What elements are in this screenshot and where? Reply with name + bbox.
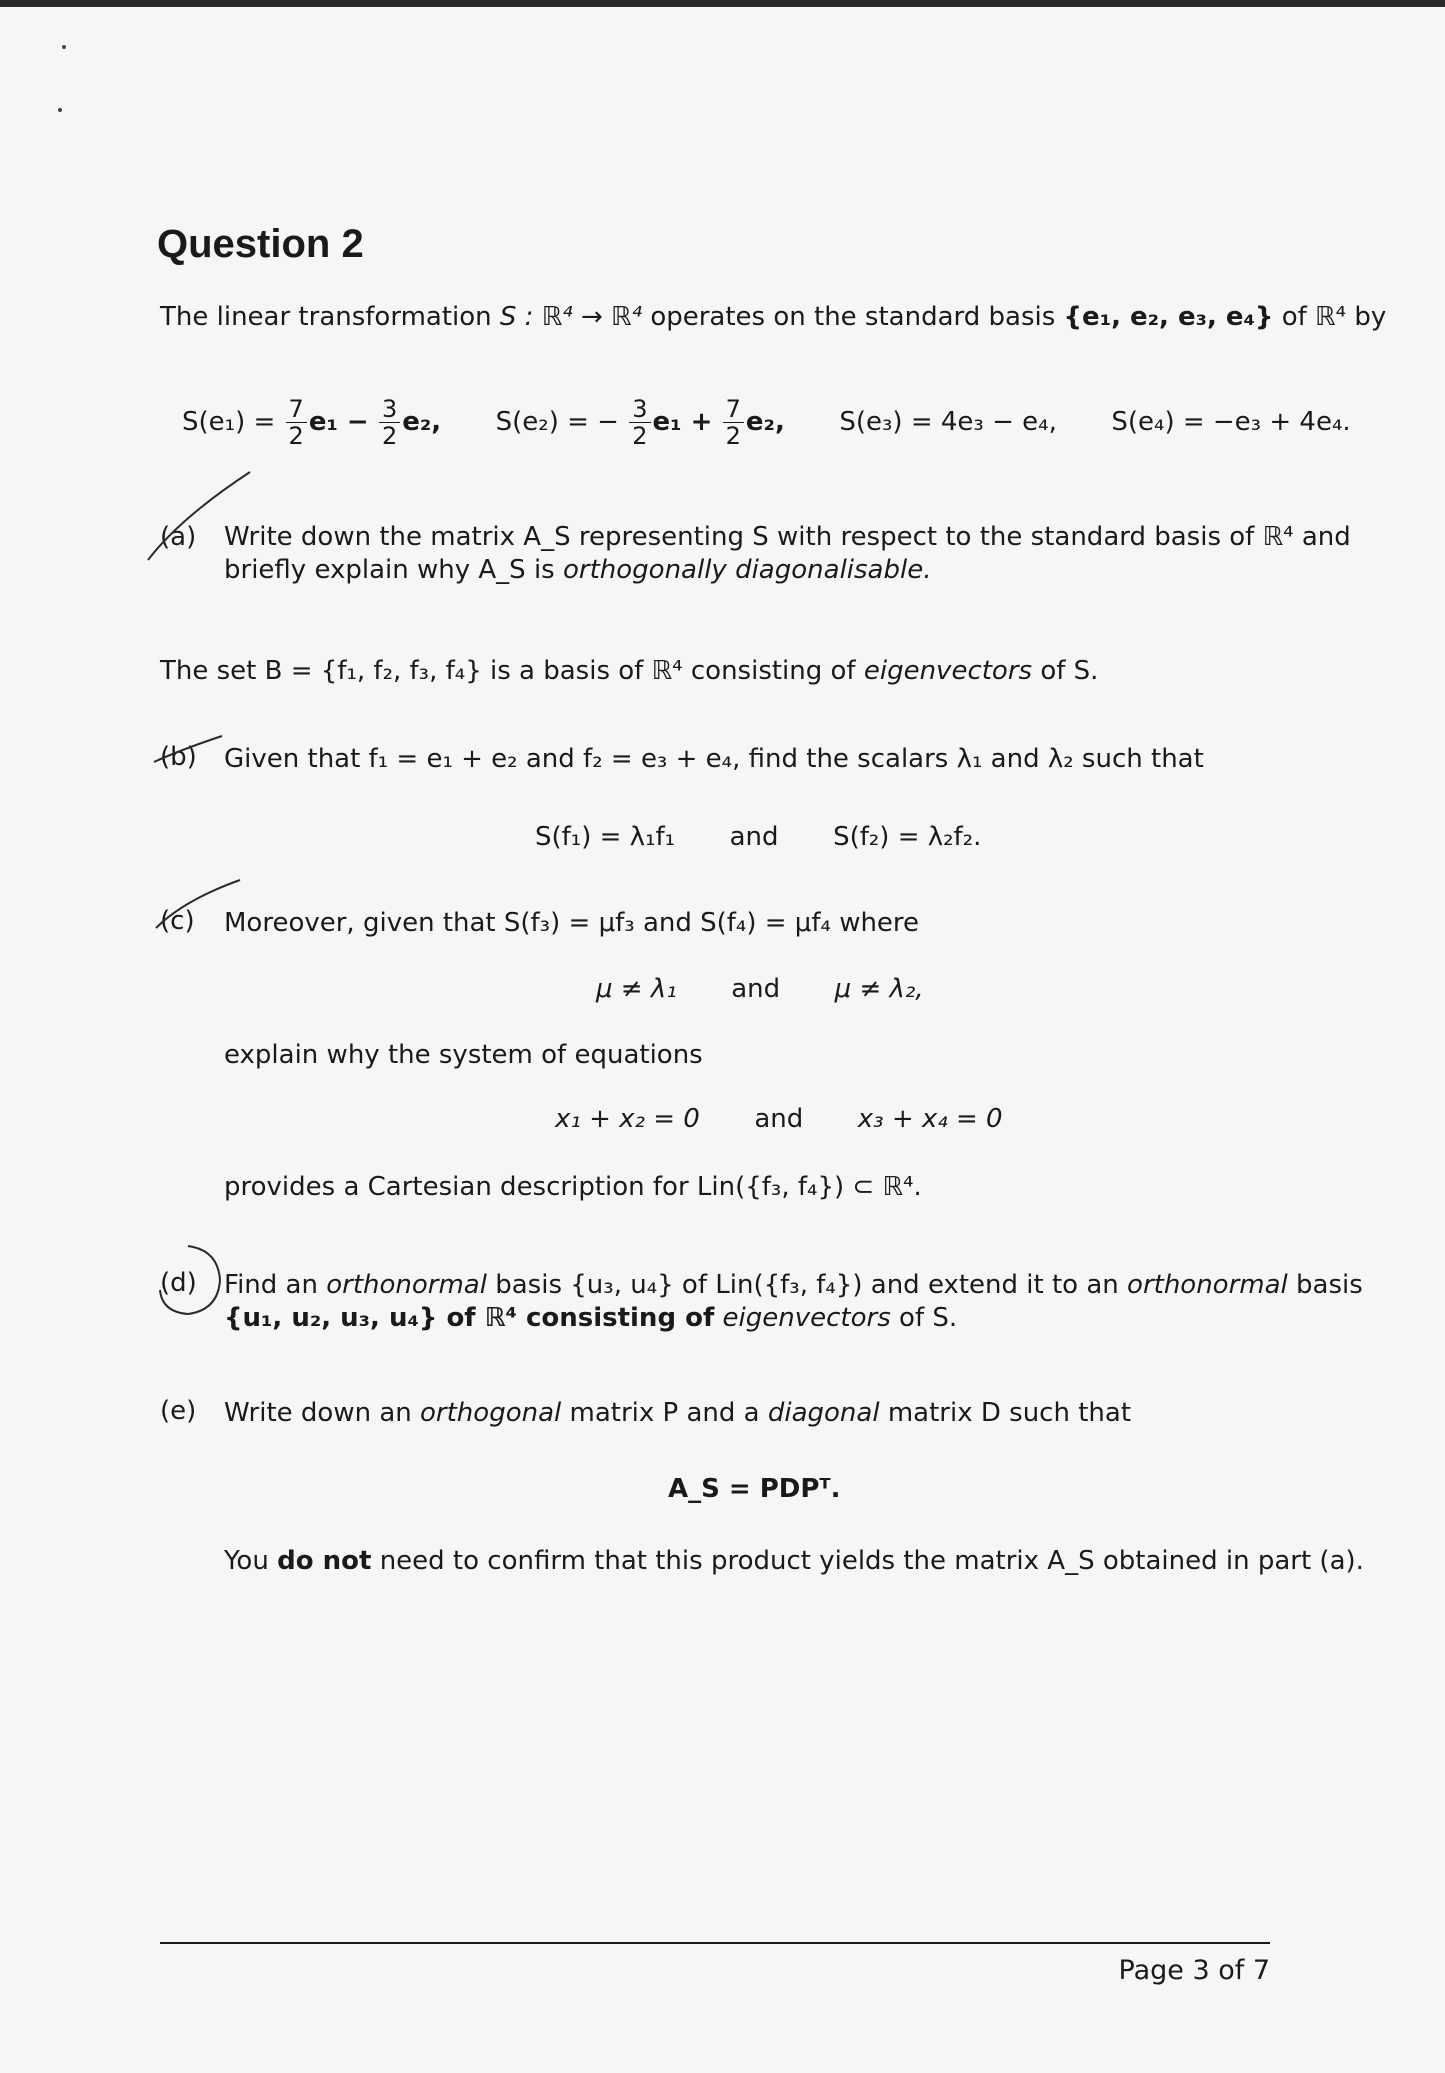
eq-s-f2: S(f₂) = λ₂f₂.: [833, 822, 982, 852]
part-c-line-3: provides a Cartesian description for Lin({f₃, f₄}) ⊂ ℝ⁴.: [224, 1172, 922, 1202]
intro-map: S : ℝ⁴ → ℝ⁴: [499, 302, 643, 332]
part-e-line-1: Write down an orthogonal matrix P and a diagonal matrix D such that: [224, 1398, 1132, 1428]
part-e-label: (e): [160, 1396, 197, 1426]
eq-s-f1: S(f₁) = λ₁f₁: [535, 822, 676, 852]
part-e-equation: A_S = PDPᵀ.: [668, 1474, 841, 1504]
intro-basis: {e₁, e₂, e₃, e₄}: [1063, 302, 1274, 332]
handwritten-circle-d: [150, 1240, 230, 1320]
part-d-line-1: Find an orthonormal basis {u₃, u₄} of Lin({f₃, f₄}) and extend it to an orthonormal basis: [224, 1270, 1363, 1300]
intro-text-1: The linear transformation: [160, 302, 492, 332]
transformation-definitions: [182, 392, 1351, 452]
question-title: Question 2: [157, 222, 364, 266]
intro-paragraph: [160, 300, 1386, 334]
def-s-e1: S(e₁) = $\frac{7}{2}$ e₁ − $\frac{3}{2}$ e₂,: [182, 395, 442, 450]
part-c-conditions: μ ≠ λ₁ and μ ≠ λ₂,: [596, 974, 924, 1004]
part-e-note: You do not need to confirm that this product yields the matrix A_S obtained in part (a).: [224, 1546, 1364, 1576]
fraction: $\frac{3}{2}$: [629, 396, 650, 449]
part-b-equations: S(f₁) = λ₁f₁ and S(f₂) = λ₂f₂.: [535, 822, 982, 852]
part-d-line-2: {u₁, u₂, u₃, u₄} of ℝ⁴ consisting of eigenvectors of S.: [224, 1303, 958, 1333]
part-a-line-1: Write down the matrix A_S representing S with respect to the standard basis of ℝ⁴ and: [224, 522, 1351, 552]
handwritten-tick-b: [150, 730, 230, 770]
part-d-label: (d): [160, 1268, 197, 1298]
page-number: Page 3 of 7: [1118, 1955, 1270, 1986]
part-c-system: x₁ + x₂ = 0 and x₃ + x₄ = 0: [555, 1104, 1003, 1134]
part-c-line-1: Moreover, given that S(f₃) = μf₃ and S(f₄) = μf₄ where: [224, 908, 920, 938]
scan-speck: [58, 108, 62, 112]
def-s-e4: S(e₄) = −e₃ + 4e₄.: [1111, 407, 1351, 437]
intro-text-3: of ℝ⁴ by: [1281, 302, 1387, 332]
part-b-label: (b): [160, 742, 197, 772]
fraction: $\frac{3}{2}$: [379, 396, 400, 449]
part-b-line: Given that f₁ = e₁ + e₂ and f₂ = e₃ + e₄, find the scalars λ₁ and λ₂ such that: [224, 744, 1204, 774]
part-c-line-2: explain why the system of equations: [224, 1040, 703, 1070]
scan-top-edge: [0, 0, 1445, 7]
scan-speck: [62, 45, 66, 49]
part-c-label: (c): [160, 906, 195, 936]
def-s-e2: S(e₂) = − $\frac{3}{2}$ e₁ + $\frac{7}{2}$ e₂,: [495, 395, 785, 450]
intro-text-2: operates on the standard basis: [650, 302, 1056, 332]
def-s-e3: S(e₃) = 4e₃ − e₄,: [839, 407, 1057, 437]
fraction: $\frac{7}{2}$: [723, 396, 744, 449]
part-a-line-2: briefly explain why A_S is orthogonally diagonalisable.: [224, 555, 932, 585]
fraction: $\frac{7}{2}$: [286, 396, 307, 449]
set-b-statement: The set B = {f₁, f₂, f₃, f₄} is a basis of ℝ⁴ consisting of eigenvectors of S.: [160, 656, 1099, 686]
footer-rule: [160, 1942, 1270, 1944]
part-a-label: (a): [160, 522, 197, 552]
